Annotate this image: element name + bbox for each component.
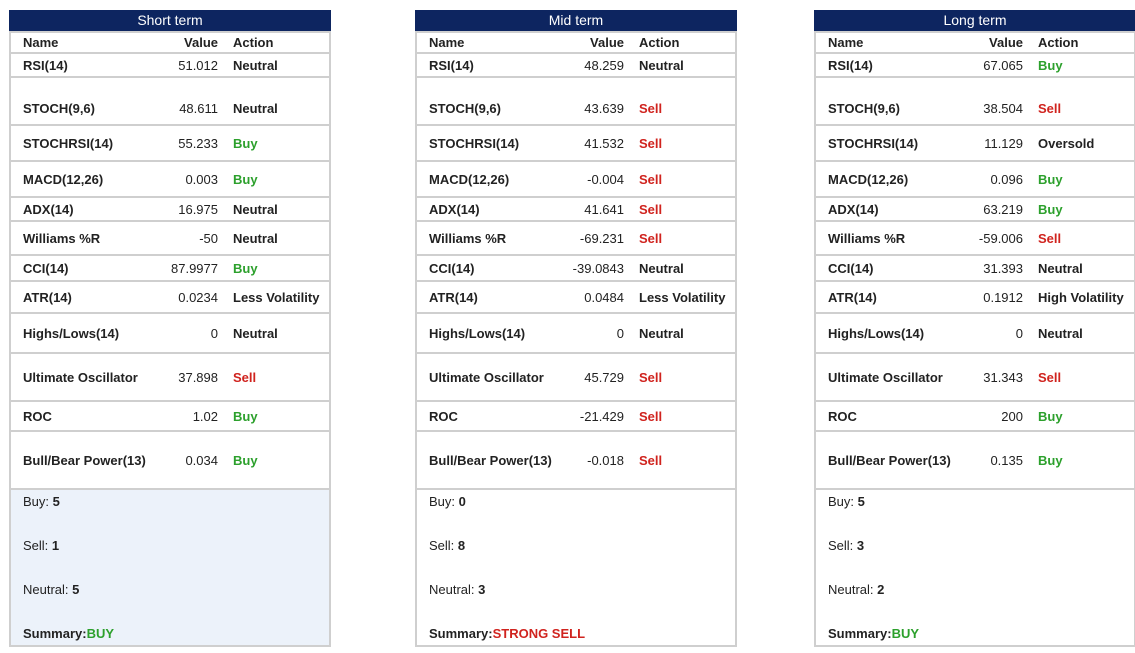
indicator-action: Sell: [639, 201, 663, 217]
indicator-value: 37.898: [178, 369, 218, 385]
indicator-name: Bull/Bear Power(13): [828, 452, 951, 468]
indicator-name: Ultimate Oscillator: [429, 369, 544, 385]
indicator-value: 38.504: [983, 100, 1023, 116]
indicator-name: ADX(14): [828, 201, 879, 217]
indicator-action: Sell: [639, 230, 663, 246]
indicator-name: CCI(14): [429, 260, 475, 276]
indicator-value: 0.096: [990, 171, 1023, 187]
panel-title: Short term: [9, 10, 331, 31]
sell-count-value: 3: [856, 538, 865, 553]
table-row: [11, 54, 329, 78]
buy-count-value: 0: [458, 494, 466, 509]
table-header: [11, 31, 329, 54]
table-row: [11, 92, 329, 126]
indicator-value: -50: [199, 230, 218, 246]
indicator-name: Highs/Lows(14): [23, 325, 120, 341]
neutral-count-value: 5: [72, 582, 80, 597]
header-name: Name: [429, 35, 465, 50]
table-row: [417, 402, 735, 432]
table-header: [417, 31, 735, 54]
table-row: [816, 54, 1134, 78]
buy-label: Buy:: [429, 494, 459, 509]
indicator-action: Neutral: [233, 325, 278, 341]
indicator-action: Less Volatility: [639, 289, 726, 305]
indicator-value: 200: [1001, 408, 1023, 424]
panel-title: Mid term: [415, 10, 737, 31]
indicator-name: ROC: [429, 408, 458, 424]
indicator-action: Oversold: [1038, 135, 1095, 151]
table-row: [417, 314, 735, 354]
indicator-value: -59.006: [978, 230, 1023, 246]
indicator-value: 0.0484: [584, 289, 624, 305]
indicator-name: Ultimate Oscillator: [23, 369, 138, 385]
indicator-value: 0.0234: [178, 289, 218, 305]
indicator-value: 11.129: [984, 135, 1023, 151]
table-row: [816, 402, 1134, 432]
table-row: [417, 354, 735, 402]
indicator-value: 0: [616, 325, 624, 341]
table-header: [816, 31, 1134, 54]
indicator-action: Sell: [1038, 230, 1062, 246]
table-row: [816, 314, 1134, 354]
neutral-count: [23, 582, 79, 597]
buy-label: Buy:: [828, 494, 858, 509]
indicator-action: Neutral: [1038, 325, 1083, 341]
indicator-action: Sell: [639, 452, 663, 468]
indicator-action: High Volatility: [1038, 289, 1124, 305]
indicator-action: Neutral: [233, 57, 278, 73]
indicator-action: Buy: [1038, 57, 1063, 73]
indicator-name: STOCH(9,6): [828, 100, 900, 116]
panel-short-term: [9, 10, 331, 647]
table-row: [816, 222, 1134, 256]
panel-mid-term: [415, 10, 737, 647]
indicator-value: 41.532: [584, 135, 624, 151]
indicator-name: Highs/Lows(14): [828, 325, 925, 341]
indicator-name: ATR(14): [23, 289, 72, 305]
indicator-action: Sell: [639, 369, 663, 385]
table-row: [816, 198, 1134, 222]
indicator-value: 0.135: [990, 452, 1023, 468]
indicator-action: Sell: [233, 369, 257, 385]
summary-line: [23, 626, 114, 641]
indicator-action: Less Volatility: [233, 289, 320, 305]
table-row: [11, 402, 329, 432]
indicator-action: Neutral: [233, 230, 278, 246]
summary-label: Summary:: [828, 626, 892, 641]
table-row: [417, 162, 735, 198]
indicator-action: Sell: [1038, 369, 1062, 385]
indicator-value: 67.065: [983, 57, 1023, 73]
table-row: [11, 198, 329, 222]
indicator-action: Buy: [233, 260, 258, 276]
summary-label: Summary:: [23, 626, 87, 641]
indicator-name: Williams %R: [23, 230, 101, 246]
indicator-name: STOCHRSI(14): [429, 135, 520, 151]
indicator-value: 1.02: [192, 408, 218, 424]
indicator-value: 48.259: [584, 57, 624, 73]
indicator-name: STOCHRSI(14): [23, 135, 114, 151]
indicator-value: 51.012: [178, 57, 218, 73]
summary-line: [429, 626, 585, 641]
table-row: [11, 162, 329, 198]
header-value: Value: [590, 35, 624, 50]
table-row: [11, 314, 329, 354]
indicator-value: 43.639: [584, 100, 624, 116]
indicator-value: 0.1912: [983, 289, 1023, 305]
indicator-name: MACD(12,26): [828, 171, 909, 187]
buy-label: Buy:: [23, 494, 53, 509]
table-row: [816, 126, 1134, 162]
indicator-value: 0: [210, 325, 218, 341]
indicator-value: -0.018: [587, 452, 624, 468]
header-name: Name: [828, 35, 864, 50]
indicator-name: STOCH(9,6): [429, 100, 501, 116]
indicator-name: Ultimate Oscillator: [828, 369, 943, 385]
indicator-value: 48.611: [179, 100, 218, 116]
indicator-action: Buy: [1038, 452, 1063, 468]
neutral-label: Neutral:: [828, 582, 878, 597]
neutral-count-value: 3: [478, 582, 486, 597]
table-row: [417, 198, 735, 222]
sell-count: [429, 538, 465, 553]
indicator-value: 0: [1015, 325, 1023, 341]
indicator-action: Buy: [1038, 201, 1063, 217]
indicator-action: Neutral: [639, 57, 684, 73]
indicator-value: 31.393: [983, 260, 1023, 276]
indicator-value: 41.641: [584, 201, 624, 217]
panel-title: Long term: [814, 10, 1135, 31]
buy-count-value: 5: [857, 494, 865, 509]
table-row: [816, 162, 1134, 198]
sell-count: [828, 538, 864, 553]
table-row: [417, 256, 735, 282]
summary-value: STRONG SELL: [492, 626, 586, 641]
indicator-action: Sell: [639, 171, 663, 187]
table-row: [11, 126, 329, 162]
table-row: [816, 282, 1134, 314]
indicator-action: Neutral: [233, 201, 278, 217]
indicator-action: Buy: [233, 452, 258, 468]
indicator-action: Neutral: [639, 325, 684, 341]
table-row: [11, 354, 329, 402]
buy-count: [828, 494, 865, 509]
buy-count-value: 5: [52, 494, 60, 509]
summary-box: [816, 490, 1134, 645]
indicator-name: Bull/Bear Power(13): [23, 452, 146, 468]
table-row: [417, 222, 735, 256]
neutral-count-value: 2: [877, 582, 885, 597]
indicator-value: 0.003: [185, 171, 218, 187]
indicator-value: 0.034: [185, 452, 218, 468]
neutral-count: [429, 582, 485, 597]
indicator-value: 87.9977: [171, 260, 218, 276]
indicator-value: -39.0843: [572, 260, 624, 276]
table-row: [11, 282, 329, 314]
indicator-value: -69.231: [579, 230, 624, 246]
table-row: [417, 282, 735, 314]
indicator-action: Sell: [639, 408, 663, 424]
summary-line: [828, 626, 919, 641]
table-row: [816, 92, 1134, 126]
neutral-label: Neutral:: [429, 582, 479, 597]
indicator-action: Buy: [233, 171, 258, 187]
indicator-name: STOCHRSI(14): [828, 135, 919, 151]
table-row: [417, 54, 735, 78]
panel-long-term: [814, 10, 1135, 647]
indicator-value: 63.219: [983, 201, 1023, 217]
indicator-value: 55.233: [178, 135, 218, 151]
header-name: Name: [23, 35, 59, 50]
sell-count-value: 1: [51, 538, 60, 553]
indicator-action: Neutral: [639, 260, 684, 276]
indicator-action: Sell: [639, 135, 663, 151]
indicator-name: CCI(14): [23, 260, 69, 276]
sell-label: Sell:: [828, 538, 857, 553]
table-row: [11, 432, 329, 490]
indicator-name: ADX(14): [23, 201, 74, 217]
indicator-action: Sell: [1038, 100, 1062, 116]
table-row: [816, 354, 1134, 402]
indicator-name: Williams %R: [429, 230, 507, 246]
buy-count: [23, 494, 60, 509]
table-row: [11, 222, 329, 256]
indicator-action: Buy: [233, 408, 258, 424]
table-row: [816, 432, 1134, 490]
indicator-action: Buy: [233, 135, 258, 151]
neutral-count: [828, 582, 884, 597]
indicator-value: 31.343: [983, 369, 1023, 385]
indicator-name: ATR(14): [429, 289, 478, 305]
sell-count-value: 8: [457, 538, 466, 553]
summary-box: [417, 490, 735, 645]
indicator-name: Highs/Lows(14): [429, 325, 526, 341]
indicator-name: MACD(12,26): [23, 171, 104, 187]
indicator-action: Neutral: [233, 100, 278, 116]
indicator-action: Buy: [1038, 171, 1063, 187]
summary-label: Summary:: [429, 626, 493, 641]
table-row: [816, 256, 1134, 282]
indicator-name: RSI(14): [23, 57, 68, 73]
header-value: Value: [989, 35, 1023, 50]
table-row: [11, 256, 329, 282]
header-action: Action: [639, 35, 680, 50]
indicator-action: Sell: [639, 100, 663, 116]
neutral-label: Neutral:: [23, 582, 73, 597]
sell-count: [23, 538, 59, 553]
indicator-name: STOCH(9,6): [23, 100, 95, 116]
indicator-action: Neutral: [1038, 260, 1083, 276]
indicator-value: -0.004: [587, 171, 624, 187]
indicator-value: -21.429: [579, 408, 624, 424]
buy-count: [429, 494, 466, 509]
indicator-value: 16.975: [178, 201, 218, 217]
indicator-name: ATR(14): [828, 289, 877, 305]
indicator-action: Buy: [1038, 408, 1063, 424]
table-row: [417, 92, 735, 126]
indicator-name: ADX(14): [429, 201, 480, 217]
header-value: Value: [184, 35, 218, 50]
sell-label: Sell:: [23, 538, 52, 553]
header-action: Action: [1038, 35, 1079, 50]
indicator-name: Williams %R: [828, 230, 906, 246]
indicator-name: CCI(14): [828, 260, 874, 276]
table-row: [417, 126, 735, 162]
summary-value: BUY: [86, 626, 115, 641]
indicator-name: Bull/Bear Power(13): [429, 452, 552, 468]
sell-label: Sell:: [429, 538, 458, 553]
indicator-name: RSI(14): [429, 57, 474, 73]
header-action: Action: [233, 35, 274, 50]
summary-value: BUY: [891, 626, 920, 641]
table-row: [417, 432, 735, 490]
indicator-name: MACD(12,26): [429, 171, 510, 187]
indicator-name: ROC: [828, 408, 857, 424]
summary-box: [11, 490, 329, 645]
indicator-value: 45.729: [584, 369, 624, 385]
indicator-name: RSI(14): [828, 57, 873, 73]
indicator-name: ROC: [23, 408, 52, 424]
